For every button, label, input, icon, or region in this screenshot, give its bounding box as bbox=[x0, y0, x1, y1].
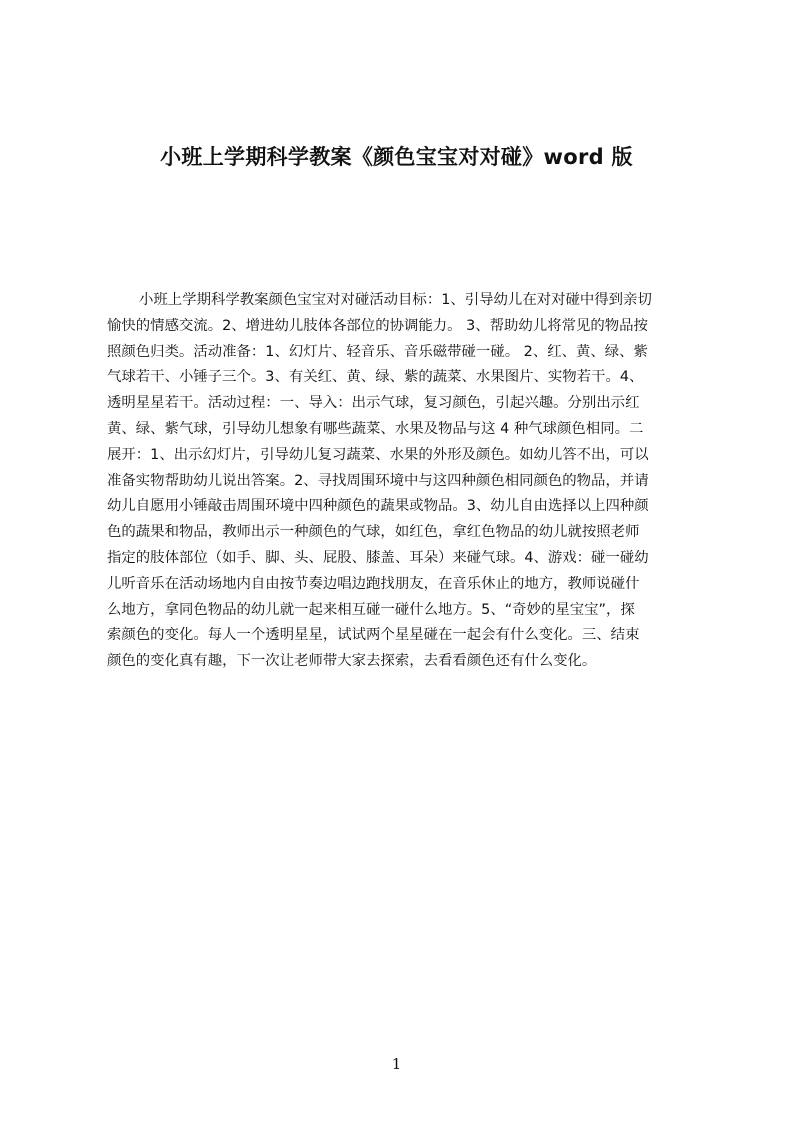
body-line: 黄、绿、紫气球，引导幼儿想象有哪些蔬菜、水果及物品与这 4 种气球颜色相同。二 bbox=[107, 420, 644, 437]
body-line: 儿听音乐在活动场地内自由按节奏边唱边跑找朋友，在音乐休止的地方，教师说碰什 bbox=[107, 575, 640, 592]
body-line: 么地方，拿同色物品的幼儿就一起来相互碰一碰什么地方。5、“奇妙的星宝宝”，探 bbox=[107, 601, 635, 618]
body-line: 展开：1、出示幻灯片，引导幼儿复习蔬菜、水果的外形及颜色。如幼儿答不出，可以 bbox=[107, 446, 649, 463]
body-line: 透明星星若干。活动过程：一、导入：出示气球，复习颜色，引起兴趣。分别出示红 bbox=[107, 395, 640, 412]
body-line: 色的蔬果和物品，教师出示一种颜色的气球，如红色，拿红色物品的幼儿就按照老师 bbox=[107, 524, 640, 541]
page-number: 1 bbox=[391, 1055, 402, 1073]
body-line: 气球若干、小锤子三个。3、有关红、黄、绿、紫的蔬菜、水果图片、实物若干。4、 bbox=[107, 369, 644, 386]
body-line: 指定的肢体部位（如手、脚、头、屁股、膝盖、耳朵）来碰气球。4、游戏：碰一碰幼 bbox=[107, 549, 649, 566]
body-line: 索颜色的变化。每人一个透明星星，试试两个星星碰在一起会有什么变化。三、结束 bbox=[107, 627, 640, 644]
body-line: 照颜色归类。活动准备：1、幻灯片、轻音乐、音乐磁带碰一碰。 2、红、黄、绿、紫 bbox=[107, 343, 648, 360]
body-line: 颜色的变化真有趣，下一次让老师带大家去探索，去看看颜色还有什么变化。 bbox=[107, 653, 597, 670]
body-line: 准备实物帮助幼儿说出答案。2、寻找周围环境中与这四种颜色相同颜色的物品，并请 bbox=[107, 472, 649, 489]
document-title: 小班上学期科学教案《颜色宝宝对对碰》word 版 bbox=[160, 145, 633, 169]
body-line: 小班上学期科学教案颜色宝宝对对碰活动目标：1、引导幼儿在对对碰中得到亲切 bbox=[139, 292, 652, 308]
body-line: 愉快的情感交流。2、增进幼儿肢体各部位的协调能力。 3、帮助幼儿将常见的物品按 bbox=[107, 317, 648, 334]
body-line: 幼儿自愿用小锤敲击周围环境中四种颜色的蔬果或物品。3、幼儿自由选择以上四种颜 bbox=[107, 498, 649, 515]
document-body bbox=[107, 288, 699, 675]
